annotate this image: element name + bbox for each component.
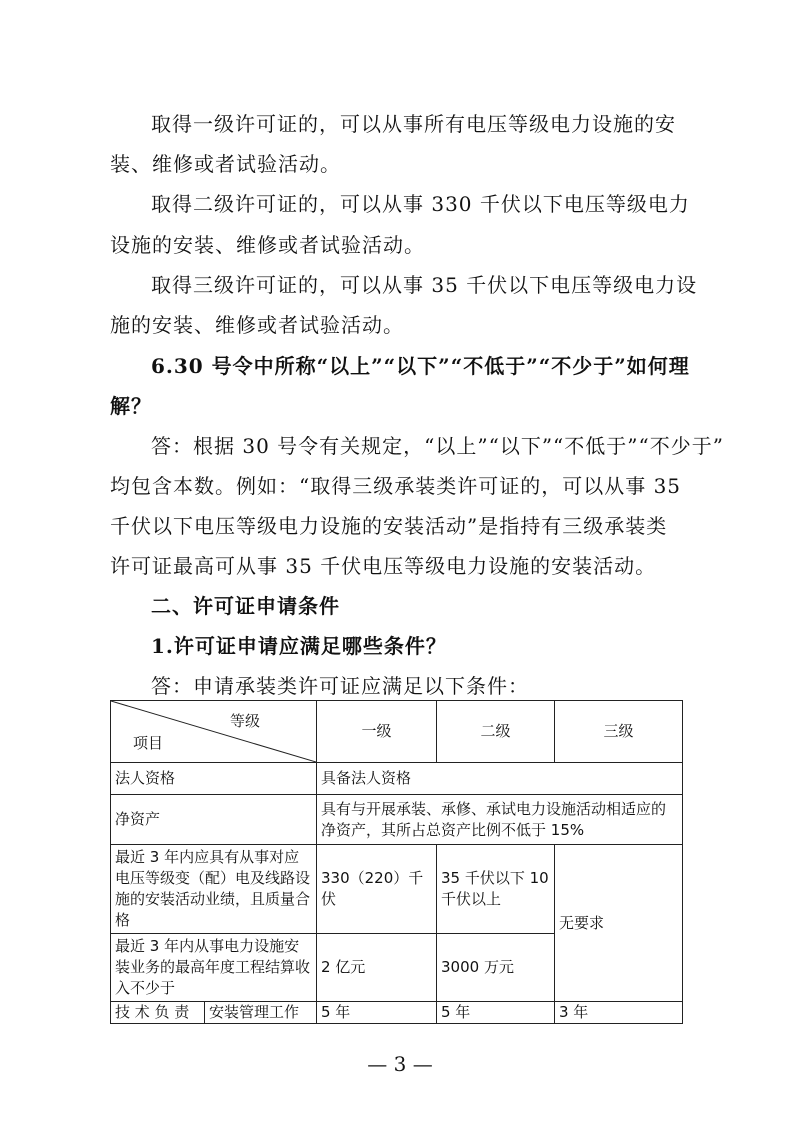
row-level1: 2 亿元: [317, 934, 437, 1002]
question-1: 1.许可证申请应满足哪些条件？: [151, 634, 447, 658]
row-level2: 35 千伏以下 10 千伏以上: [437, 845, 555, 934]
paragraph-line: 取得二级许可证的，可以从事 330 千伏以下电压等级电力: [151, 192, 690, 216]
item-label: 项目: [133, 734, 164, 752]
row-level1: 330（220）千伏: [317, 845, 437, 934]
header-level2: 二级: [437, 701, 555, 763]
header-level3: 三级: [555, 701, 683, 763]
paragraph-line: 设施的安装、维修或者试验活动。: [110, 233, 425, 257]
table-row: [111, 795, 683, 845]
paragraph-line: 取得三级许可证的，可以从事 35 千伏以下电压等级电力设: [151, 273, 698, 297]
question-630-line: 解？: [110, 394, 152, 418]
answer-1: 答：申请承装类许可证应满足以下条件：: [151, 674, 529, 698]
row-level1: 5 年: [317, 1002, 437, 1024]
grade-label: 等级: [229, 712, 260, 730]
section-heading: 二、许可证申请条件: [151, 594, 340, 618]
answer-630-line: 千伏以下电压等级电力设施的安装活动”是指持有三级承装类: [110, 514, 668, 538]
requirements-table: [110, 700, 683, 1024]
row-item: 法人资格: [111, 763, 317, 795]
row-level2: 3000 万元: [437, 934, 555, 1002]
answer-630-line: 答：根据 30 号令有关规定，“以上”“以下”“不低于”“不少于”: [151, 434, 724, 458]
paragraph-line: 装、维修或者试验活动。: [110, 152, 341, 176]
row-value: 具备法人资格: [317, 763, 683, 795]
row-item-a: 技 术 负 责: [111, 1002, 205, 1024]
page-number: — 3 —: [367, 1052, 433, 1076]
header-level1: 一级: [317, 701, 437, 763]
row-item: 净资产: [111, 795, 317, 845]
question-630-line: 6.30 号令中所称“以上”“以下”“不低于”“不少于”如何理: [151, 354, 690, 378]
answer-630-line: 均包含本数。例如：“取得三级承装类许可证的，可以从事 35: [110, 474, 682, 498]
row-item-b: 安装管理工作: [205, 1002, 317, 1024]
table-row: [111, 845, 683, 934]
table-header-row: [111, 701, 683, 763]
paragraph-line: 施的安装、维修或者试验活动。: [110, 313, 404, 337]
row-value: 具有与开展承装、承修、承试电力设施活动相适应的净资产，其所占总资产比例不低于 15%: [317, 795, 683, 845]
row-level3: 3 年: [555, 1002, 683, 1024]
row-item: 最近 3 年内应具有从事对应电压等级变（配）电及线路设施的安装活动业绩，且质量合格: [111, 845, 317, 934]
diagonal-header-cell: [111, 701, 317, 763]
row-level3: 无要求: [555, 845, 683, 1002]
answer-630-line: 许可证最高可从事 35 千伏电压等级电力设施的安装活动。: [110, 554, 657, 578]
table-row: [111, 763, 683, 795]
row-level2: 5 年: [437, 1002, 555, 1024]
table-row: [111, 1002, 683, 1024]
row-item: 最近 3 年内从事电力设施安装业务的最高年度工程结算收入不少于: [111, 934, 317, 1002]
paragraph-line: 取得一级许可证的，可以从事所有电压等级电力设施的安: [151, 112, 676, 136]
